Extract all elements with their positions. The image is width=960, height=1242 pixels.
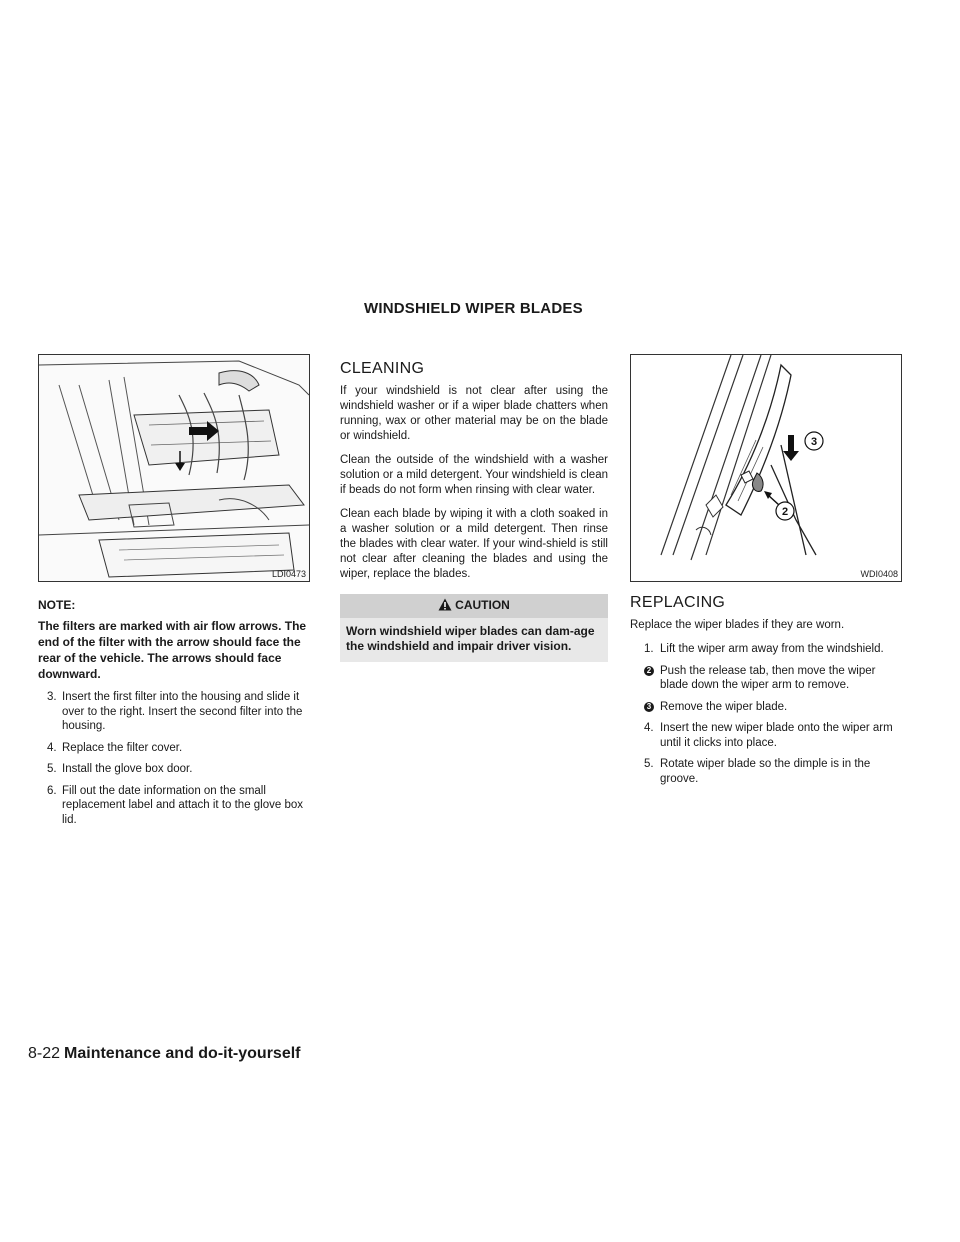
figure-code: LDI0473: [271, 569, 306, 579]
replacing-heading: REPLACING: [630, 594, 726, 611]
step-badge: 3: [644, 702, 654, 712]
caution-body: Worn windshield wiper blades can dam-age the windshield and impair driver vision.: [340, 618, 608, 662]
section-heading: WINDSHIELD WIPER BLADES: [364, 300, 583, 317]
wiper-drawing: [631, 355, 901, 581]
caution-header: [340, 594, 608, 618]
caution-title: CAUTION: [455, 598, 510, 613]
filter-steps: [38, 690, 310, 827]
list-item: 5. Install the glove box door.: [47, 763, 193, 775]
page-number: 8-22: [28, 1045, 61, 1062]
paragraph: Clean the outside of the windshield with a washer solution or a mild detergent. Your windshield is clean if beads do not form when rinsing with clear water.: [340, 454, 608, 496]
page-footer: [28, 1045, 301, 1063]
paragraph: Clean each blade by wiping it with a cloth soaked in a washer solution or a mild detergent. Then rinse the blades with clear water. If your wind-shield is still not clear after cleaning the blades and using the wiper, replace the blades.: [340, 508, 608, 580]
callout-3: 3: [810, 436, 818, 448]
step-badge: 2: [644, 666, 654, 676]
replacing-intro: Replace the wiper blades if they are worn.: [630, 619, 845, 631]
list-item: 1. Lift the wiper arm away from the windshield.: [644, 643, 884, 655]
list-item: 4. Replace the filter cover.: [47, 741, 183, 754]
caution-box: [340, 594, 608, 662]
note-body: The filters are marked with air flow arrows. The end of the filter with the arrow should face the rear of the vehicle. The arrows should face downward.: [38, 619, 307, 681]
warning-icon: [438, 598, 452, 614]
figure-code: WDI0408: [860, 569, 898, 579]
list-item: 6. Fill out the date information on the small replacement label and attach it to the glove box lid.: [47, 784, 304, 826]
note-title: NOTE:: [38, 598, 76, 612]
callout-2: 2: [781, 506, 789, 518]
left-column: [38, 354, 310, 834]
chapter-title: Maintenance and do-it-yourself: [64, 1045, 301, 1062]
filter-illustration: [38, 354, 310, 582]
list-item: 3 Remove the wiper blade.: [630, 700, 902, 715]
list-item: 2 Push the release tab, then move the wiper blade down the wiper arm to remove.: [630, 664, 902, 693]
list-item: 4. Insert the new wiper blade onto the wiper arm until it clicks into place.: [644, 722, 893, 749]
cleaning-heading: CLEANING: [340, 360, 425, 377]
middle-column: [340, 354, 608, 662]
list-item: 5. Rotate wiper blade so the dimple is in the groove.: [644, 758, 871, 785]
right-column: [630, 354, 902, 793]
paragraph: If your windshield is not clear after using the windshield washer or if a wiper blade chatters when running, wax or other material may be on the blade or windshield.: [340, 385, 608, 442]
replacing-steps: [630, 642, 902, 786]
filter-drawing: [39, 355, 309, 581]
list-item: 3. Insert the first filter into the housing and slide it over to the right. Insert the second filter into the housing.: [47, 691, 303, 732]
wiper-illustration: [630, 354, 902, 582]
